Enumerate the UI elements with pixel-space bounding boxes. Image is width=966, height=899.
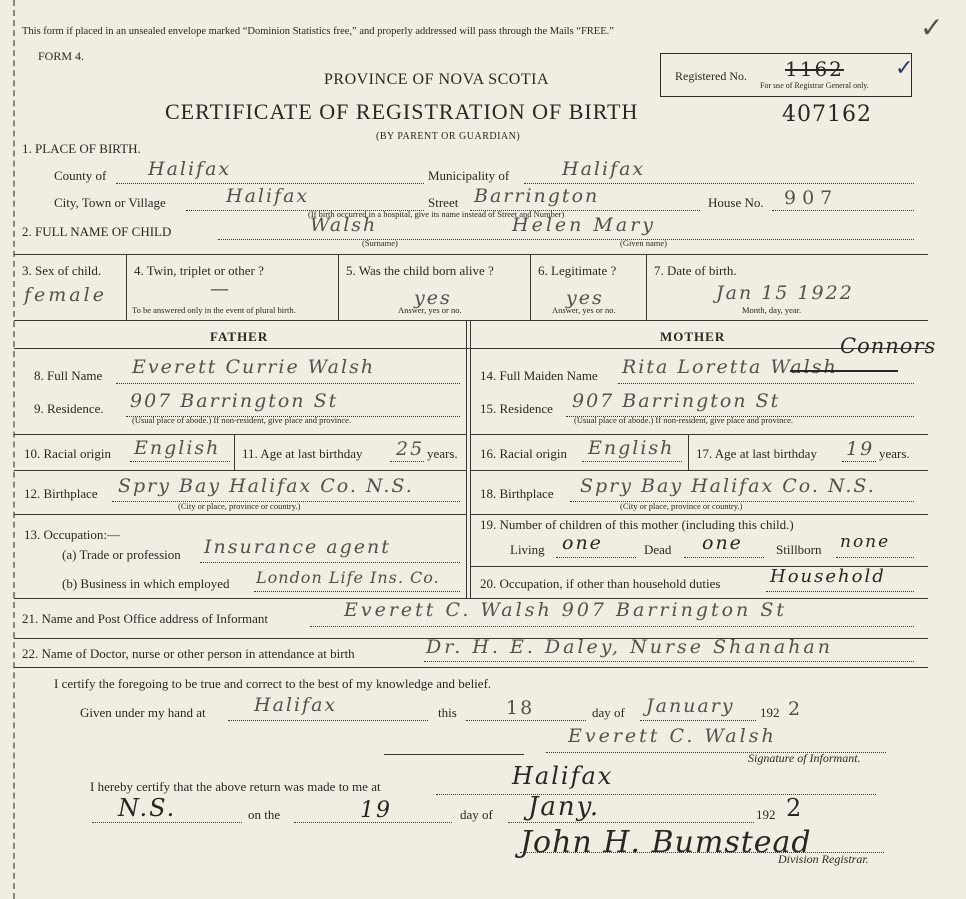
mother-birthplace-value: Spry Bay Halifax Co. N.S.	[580, 475, 876, 497]
father-racial-label: 10. Racial origin	[24, 446, 112, 461]
strike-line	[790, 370, 898, 372]
living-value: one	[562, 532, 603, 554]
father-trade-line	[200, 562, 460, 563]
stillborn-label: Stillborn	[776, 542, 822, 557]
rule	[14, 470, 466, 471]
given-day-line	[466, 720, 586, 721]
child-given-names: Helen Mary	[512, 214, 657, 236]
rule	[14, 320, 928, 321]
attendant-label: 22. Name of Doctor, nurse or other person in attendance at birth	[22, 646, 355, 661]
father-years: years.	[427, 446, 458, 461]
registrar-year-suffix: 2	[786, 794, 804, 822]
twin-label: 4. Twin, triplet or other ?	[134, 263, 264, 278]
date-of-birth-label: 7. Date of birth.	[654, 263, 737, 278]
rule	[646, 254, 647, 320]
mother-age-value: 19	[846, 438, 875, 460]
given-label: Given under my hand at	[80, 705, 206, 720]
father-age-value: 25	[396, 438, 425, 460]
county-line	[116, 183, 424, 184]
child-name-line	[218, 239, 914, 240]
father-racial-value: English	[134, 437, 221, 459]
living-label: Living	[510, 542, 545, 557]
informant-value: Everett C. Walsh 907 Barrington St	[344, 599, 787, 621]
rule	[126, 254, 127, 320]
dead-line	[684, 557, 764, 558]
street-value: Barrington	[474, 185, 600, 207]
mother-occupation-label: 20. Occupation, if other than household duties	[480, 576, 721, 591]
registered-no-label: Registered No.	[675, 69, 747, 83]
given-place-value: Halifax	[254, 694, 338, 716]
father-name-value: Everett Currie Walsh	[132, 356, 376, 378]
dead-value: one	[702, 532, 743, 554]
perforated-edge	[13, 0, 15, 899]
mother-age-line	[842, 461, 876, 462]
rule	[14, 348, 928, 349]
postal-notice: This form if placed in an unsealed envelope marked “Dominion Statistics free,” and properly addressed will pass through the Mails “FREE.”	[22, 26, 614, 37]
alive-value: yes	[414, 287, 452, 309]
mother-residence-note: (Usual place of abode.) If non-resident, give place and province.	[574, 415, 794, 425]
registrar-signature: John H. Bumstead	[520, 825, 812, 860]
municipality-value: Halifax	[562, 158, 646, 180]
separator	[384, 754, 524, 755]
column-divider	[466, 320, 467, 598]
attendant-value: Dr. H. E. Daley, Nurse Shanahan	[426, 636, 834, 658]
registrar-note: For use of Registrar General only.	[760, 81, 869, 90]
informant-signature: Everett C. Walsh	[568, 725, 777, 747]
father-birthplace-value: Spry Bay Halifax Co. N.S.	[118, 475, 414, 497]
father-business-value: London Life Ins. Co.	[256, 568, 440, 587]
city-value: Halifax	[226, 185, 310, 207]
mother-birthplace-note: (City or place, province or country.)	[620, 501, 743, 511]
house-value: 907	[784, 187, 839, 209]
father-business-label: (b) Business in which employed	[62, 576, 230, 591]
mother-name-label: 14. Full Maiden Name	[480, 368, 598, 383]
rule	[14, 254, 928, 255]
mother-name-correction: Connors	[840, 334, 937, 358]
date-of-birth-note: Month, day, year.	[742, 305, 802, 315]
father-age-label: 11. Age at last birthday	[242, 446, 363, 461]
father-racial-line	[130, 461, 230, 462]
mother-age-label: 17. Age at last birthday	[696, 446, 817, 461]
place-of-birth-heading: 1. PLACE OF BIRTH.	[22, 141, 141, 156]
province-title: PROVINCE OF NOVA SCOTIA	[324, 71, 550, 88]
surname-caption: (Surname)	[362, 238, 398, 248]
given-month-value: January	[646, 695, 735, 717]
rule	[470, 514, 928, 515]
rule	[338, 254, 339, 320]
rule	[234, 434, 235, 470]
rule	[14, 514, 466, 515]
father-trade-label: (a) Trade or profession	[62, 547, 181, 562]
registrar-on-the-label: on the	[248, 807, 281, 822]
stillborn-line	[836, 557, 914, 558]
house-line	[772, 210, 914, 211]
rule	[14, 667, 928, 668]
father-birthplace-label: 12. Birthplace	[24, 486, 98, 501]
hospital-note: (If birth occurred in a hospital, give its name instead of Street and Number)	[308, 209, 565, 219]
attendant-line	[424, 661, 914, 662]
mother-residence-value: 907 Barrington St	[572, 390, 781, 412]
mother-children-label: 19. Number of children of this mother (including this child.)	[480, 517, 794, 532]
informant-label: 21. Name and Post Office address of Informant	[22, 611, 268, 626]
given-day-of-label: day of	[592, 705, 625, 720]
check-mark: ✓	[920, 11, 944, 44]
rule	[14, 434, 466, 435]
page-subtitle: (BY PARENT OR GUARDIAN)	[376, 131, 521, 142]
registered-no-value: 1162	[785, 57, 844, 81]
registrar-place-2-line	[92, 822, 242, 823]
child-name-label: 2. FULL NAME OF CHILD	[22, 224, 172, 239]
mother-birthplace-label: 18. Birthplace	[480, 486, 554, 501]
rule	[470, 470, 928, 471]
date-of-birth-value: Jan 15 1922	[716, 282, 854, 304]
registrar-month-value: Jany.	[528, 792, 601, 822]
registrar-place-value: Halifax	[512, 762, 614, 790]
legitimate-label: 6. Legitimate ?	[538, 263, 617, 278]
father-residence-label: 9. Residence.	[34, 401, 104, 416]
given-month-line	[640, 720, 756, 721]
legitimate-value: yes	[566, 287, 604, 309]
registrar-place-line	[436, 794, 876, 795]
informant-line	[310, 626, 914, 627]
registrar-month-line	[508, 822, 754, 823]
column-divider	[470, 320, 471, 598]
given-day-value: 18	[506, 697, 535, 719]
municipality-line	[524, 183, 914, 184]
father-birthplace-note: (City or place, province or country.)	[178, 501, 301, 511]
given-this-label: this	[438, 705, 457, 720]
alive-note: Answer, yes or no.	[398, 305, 462, 315]
father-residence-value: 907 Barrington St	[130, 390, 339, 412]
mother-occupation-value: Household	[770, 566, 886, 587]
sex-value: female	[24, 284, 107, 306]
twin-value: —	[210, 278, 231, 300]
registrar-caption: Division Registrar.	[778, 852, 869, 866]
mother-racial-value: English	[588, 437, 675, 459]
alive-label: 5. Was the child born alive ?	[346, 263, 494, 278]
county-value: Halifax	[148, 158, 232, 180]
sex-label: 3. Sex of child.	[22, 263, 102, 278]
city-label: City, Town or Village	[54, 195, 166, 210]
form-number: FORM 4.	[38, 49, 85, 63]
father-heading: FATHER	[210, 329, 269, 344]
rule	[470, 434, 928, 435]
father-age-line	[390, 461, 424, 462]
house-label: House No.	[708, 195, 764, 210]
county-label: County of	[54, 168, 107, 183]
father-name-line	[116, 383, 460, 384]
registrar-statement: I hereby certify that the above return was made to me at	[90, 779, 381, 794]
given-year-suffix: 2	[788, 698, 803, 720]
mother-name-value: Rita Loretta Walsh	[622, 356, 838, 378]
father-occupation-label: 13. Occupation:—	[24, 527, 121, 542]
registrar-day-of-label: day of	[460, 807, 493, 822]
given-year-prefix: 192	[760, 705, 780, 720]
legitimate-note: Answer, yes or no.	[552, 305, 616, 315]
living-line	[556, 557, 636, 558]
certify-statement: I certify the foregoing to be true and correct to the best of my knowledge and belief.	[54, 676, 492, 691]
file-number: 407162	[782, 102, 872, 127]
father-business-line	[254, 591, 460, 592]
given-place-line	[228, 720, 428, 721]
mother-racial-line	[582, 461, 682, 462]
child-surname: Walsh	[310, 214, 378, 236]
mother-years: years.	[879, 446, 910, 461]
rule	[688, 434, 689, 470]
father-residence-note: (Usual place of abode.) If non-resident, give place and province.	[132, 415, 352, 425]
registrar-day-value: 19	[360, 798, 392, 823]
pen-mark: ✓	[895, 56, 914, 81]
stillborn-value: none	[840, 532, 891, 552]
informant-caption: Signature of Informant.	[748, 751, 861, 765]
father-trade-value: Insurance agent	[204, 536, 391, 558]
mother-heading: MOTHER	[660, 329, 726, 344]
given-caption: (Given name)	[620, 238, 667, 248]
municipality-label: Municipality of	[428, 168, 510, 183]
twin-note: To be answered only in the event of plural birth.	[132, 305, 296, 315]
mother-residence-label: 15. Residence	[480, 401, 553, 416]
rule	[530, 254, 531, 320]
mother-occupation-line	[766, 591, 914, 592]
registrar-year-prefix: 192	[756, 807, 776, 822]
father-name-label: 8. Full Name	[34, 368, 103, 383]
registrar-place-2: N.S.	[118, 794, 177, 822]
dead-label: Dead	[644, 542, 672, 557]
page-title: CERTIFICATE OF REGISTRATION OF BIRTH	[165, 99, 639, 124]
mother-name-line	[618, 383, 914, 384]
street-label: Street	[428, 195, 459, 210]
mother-racial-label: 16. Racial origin	[480, 446, 568, 461]
